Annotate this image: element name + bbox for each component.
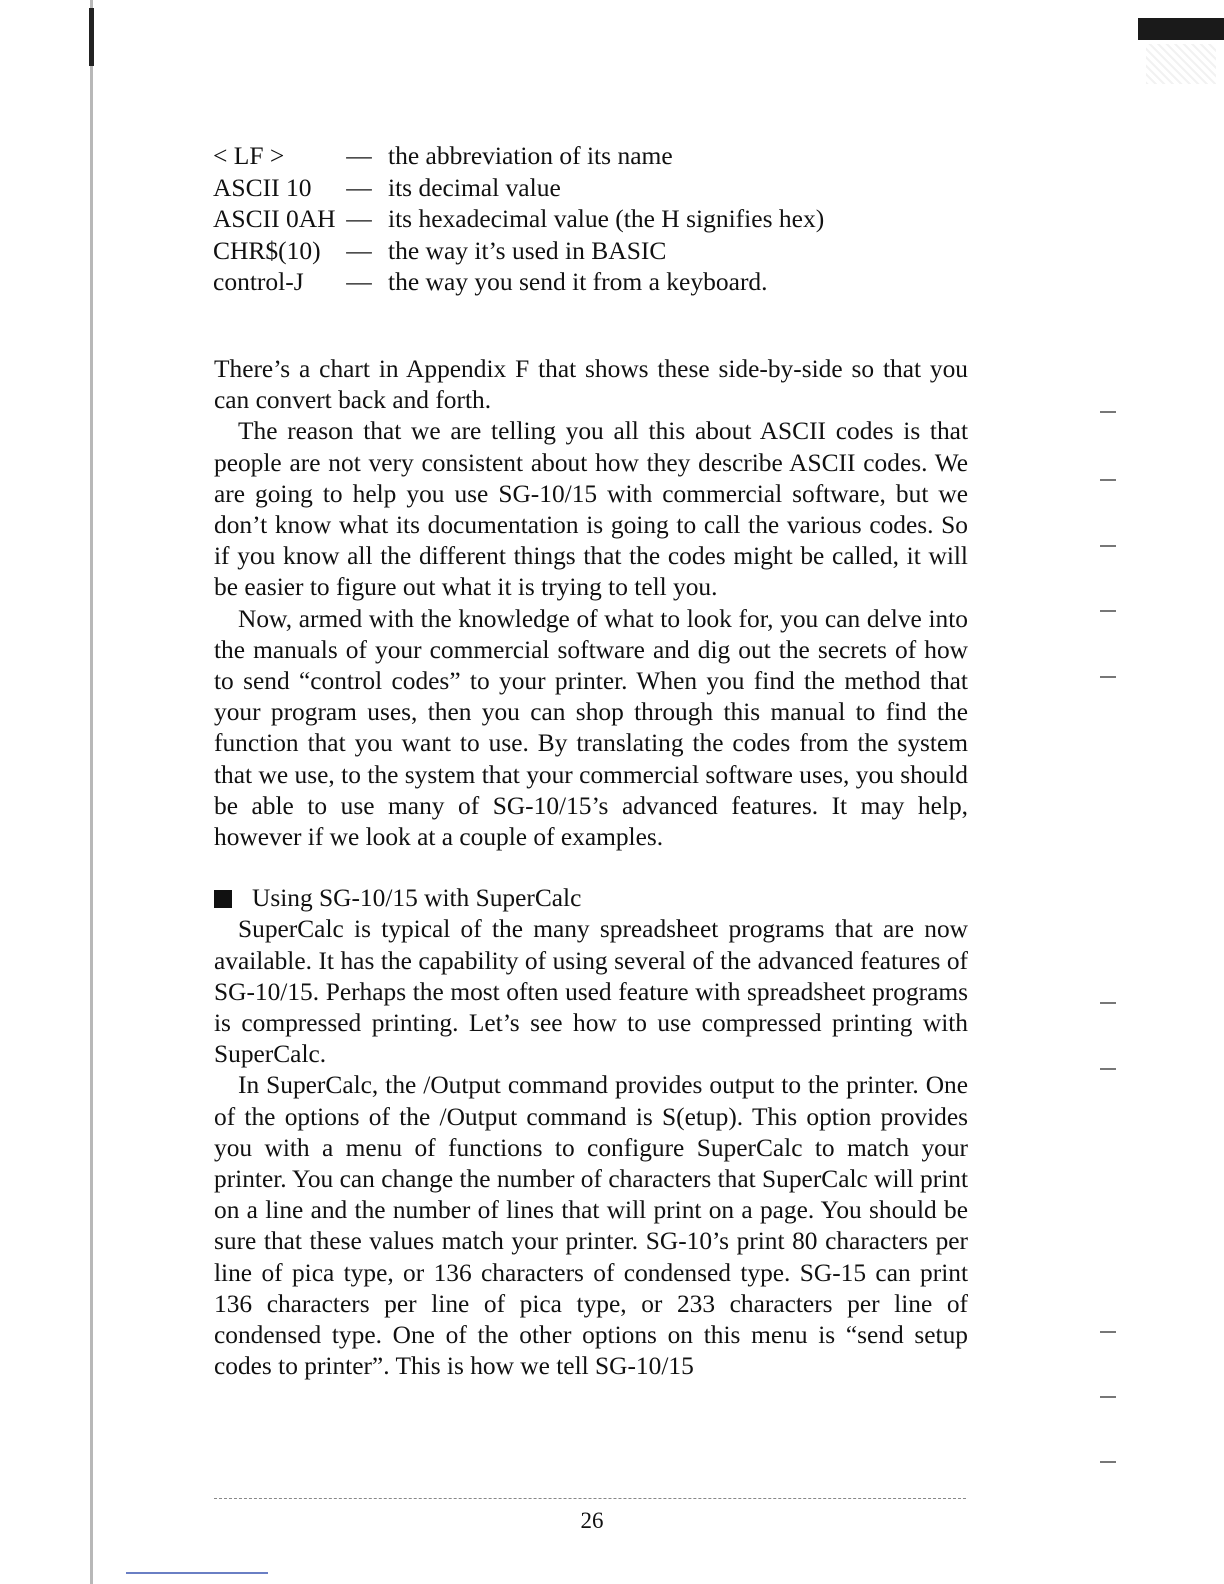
margin-tick [1100, 610, 1116, 612]
definition-row [213, 266, 824, 298]
paragraph: The reason that we are telling you all this about ASCII codes is that people are not very consistent about how they describe ASCII codes. We are going to help you use SG-10/15 with commercial software, but we don’t know what its documentation is going to call the various codes. So if you know all the different things that the codes might be called, it will be easier to figure out what it is trying to tell you. [214, 417, 968, 602]
binding-edge [90, 0, 93, 1584]
definition-term: ASCII 0AH [213, 204, 336, 234]
binding-mark [89, 8, 94, 66]
section-heading-text: Using SG-10/15 with SuperCalc [252, 884, 582, 913]
scan-edge-line [126, 1572, 268, 1574]
definition-dash: — [346, 267, 372, 297]
definition-row [213, 235, 824, 267]
margin-tick [1100, 1461, 1116, 1463]
margin-tick [1100, 479, 1116, 481]
definition-dash: — [346, 172, 372, 202]
margin-tick [1100, 1068, 1116, 1070]
paragraph: Now, armed with the knowledge of what to look for, you can delve into the manuals of your commercial software and dig out the secrets of how to send “control codes” to your printer. When you find the method that your program uses, then you can shop through this manual to find the function that you want to use. By translating the codes from the system that we use, to the system that your commercial software uses, you should be able to use many of SG-10/15’s advanced features. It may help, however if we look at a couple of examples. [214, 604, 968, 852]
margin-tick [1100, 1331, 1116, 1333]
definition-row [213, 140, 824, 172]
definition-description: the abbreviation of its name [388, 141, 673, 170]
margin-tick [1100, 545, 1116, 547]
definition-dash: — [346, 141, 372, 170]
paragraph: In SuperCalc, the /Output command provides output to the printer. One of the options of the /Output command is S(etup). This option provides you with a menu of functions to configure SuperCalc to match your printer. You can change the number of characters that SuperCalc will print on a line and the number of lines that will print on a page. You should be sure that these values match your printer. SG-10’s print 80 characters per line of pica type, or 136 characters of condensed type. SG-15 can print 136 characters per line of pica type, or 233 characters per line of condensed type. One of the other options on this menu is “send setup codes to printer”. This is how we tell SG-10/15 [214, 1071, 968, 1381]
definition-row [213, 203, 824, 235]
definition-dash: — [346, 204, 372, 234]
definition-term: < LF > [213, 141, 285, 170]
scan-speckle [1146, 44, 1216, 84]
square-bullet-icon [214, 890, 232, 908]
paragraph: There’s a chart in Appendix F that shows these side-by-side so that you can convert back and forth. [214, 355, 968, 415]
definition-row [213, 172, 824, 204]
footer-rule [214, 1498, 966, 1499]
margin-tick [1100, 411, 1116, 413]
definition-description: the way it’s used in BASIC [388, 235, 667, 265]
page-number: 26 [580, 1508, 604, 1533]
paragraph: SuperCalc is typical of the many spreadsheet programs that are now available. It has the capability of using several of the advanced features of SG-10/15. Perhaps the most often used feature with spreadsheet programs is compressed printing. Let’s see how to use compressed printing with SuperCalc. [214, 915, 968, 1069]
definition-dash: — [346, 235, 372, 265]
margin-tick [1100, 1002, 1116, 1004]
definition-description: its decimal value [388, 172, 561, 202]
definition-term: CHR$(10) [213, 235, 321, 265]
ascii-name-list [213, 140, 824, 298]
definition-description: its hexadecimal value (the H signifies hex) [388, 204, 825, 234]
corner-tab-mark [1138, 18, 1224, 40]
definition-description: the way you send it from a keyboard. [388, 267, 768, 297]
definition-term: ASCII 10 [213, 172, 312, 202]
body-text [214, 354, 968, 1383]
margin-tick [1100, 676, 1116, 678]
section-heading [214, 883, 968, 914]
margin-tick [1100, 1396, 1116, 1398]
definition-term: control-J [213, 267, 304, 297]
